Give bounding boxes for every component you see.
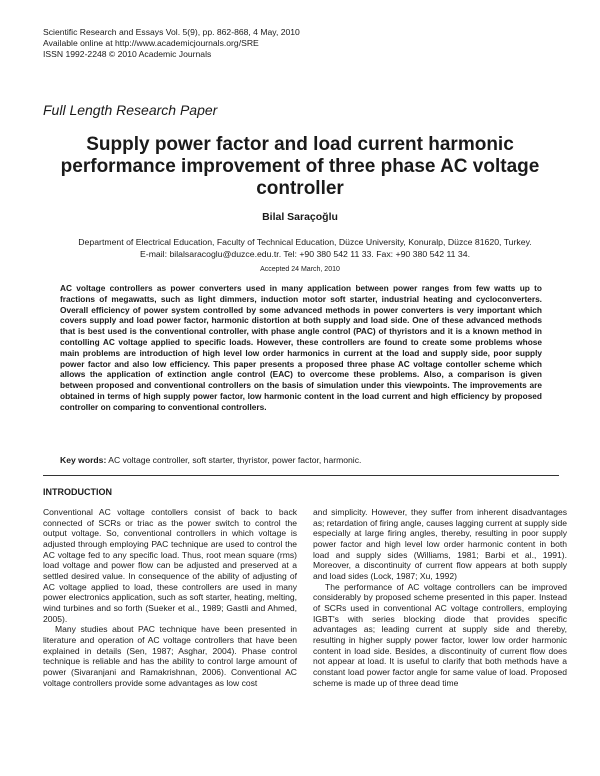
body-paragraph: Conventional AC voltage contollers consist of back to back connected of SCRs or triac as the power switch to control the output voltage. So, conventional controllers in which voltage is adjusted through employing PAC technique are used to control the AC voltage fed to any specific load. Thus, root mean square (rms) load voltage and power flow can be adjusted and preserved at a settled desired value. In consequence of the ability of adjusting of AC voltage applied to load, these controllers are used in many power electronics application, such as soft starter, heating, melting, wind turbines and so forth (Sueker et al., 1989; Gastli and Ahmed, 2005). <box>43 507 297 624</box>
body-column-left <box>43 507 297 688</box>
affiliation <box>20 236 590 260</box>
body-paragraph: and simplicity. However, they suffer from inherent disadvantages as; retardation of firing angle, causes lagging current at supply side especially at large firing angles, thereby, resulting in poor supply power factor and high level low order harmonic content in both load and supply sides (Williams, 1981; Barbi et al., 1991). Moreover, a discontinuity of current flow appears at both supply and load sides (Lock, 1987; Xu, 1992) <box>313 507 567 581</box>
affiliation-department: Department of Electrical Education, Faculty of Technical Education, Düzce University, Konuralp, Düzce 81620, Turkey. <box>78 237 532 247</box>
author-name: Bilal Saraçoğlu <box>262 211 338 223</box>
journal-citation: Scientific Research and Essays Vol. 5(9), pp. 862-868, 4 May, 2010 <box>43 27 300 37</box>
keywords-label: Key words: <box>60 455 107 465</box>
keywords <box>60 455 542 466</box>
section-divider <box>43 475 559 476</box>
paper-title: Supply power factor and load current harmonic performance improvement of three phase AC voltage controller <box>60 134 540 199</box>
body-column-right <box>313 507 567 688</box>
journal-url: Available online at http://www.academicjournals.org/SRE <box>43 38 259 48</box>
section-heading: INTRODUCTION <box>43 487 112 497</box>
affiliation-contact: E-mail: bilalsaracoglu@duzce.edu.tr. Tel: +90 380 542 11 33. Fax: +90 380 542 11 34. <box>140 249 470 259</box>
accepted-date: Accepted 24 March, 2010 <box>260 266 340 273</box>
abstract: AC voltage controllers as power converters used in many application between power ranges from few watts up to fractions of megawatts, such as light dimmers, induction motor soft starter, industrial heating and cycloconverters. Overall efficiency of power system controlled by some advanced methods in power converters is very important which covers supply and load power factor, harmonic distortion at both supply and load side. One of these advanced methods that is best used is the conventional controller, with phase angle control (PAC) of thyristors and it is a known method in contolling AC voltage applied to specific loads. However, these controllers are found to create some problems whose main problems are introduction of high level low order harmonics in current at the load and supply side, poor supply power factor and also low efficiency. This paper presents a proposed three phase AC voltage contoller scheme which allows the application of extinction angle control (EAC) to overcome these problems. Also, a comparison is given between proposed and conventional controllers on the basis of simulation under this viewpoints. The improvements are obtained in terms of high supply power factor, low harmonic content in the load current and high efficiency by proposed controller on comparing to conventional controllers. <box>60 283 542 412</box>
journal-issn: ISSN 1992-2248 © 2010 Academic Journals <box>43 49 212 59</box>
paper-type: Full Length Research Paper <box>43 102 218 118</box>
journal-header <box>43 27 300 60</box>
keywords-text: AC voltage controller, soft starter, thyristor, power factor, harmonic. <box>108 455 362 465</box>
body-paragraph: Many studies about PAC technique have been presented in literature and operation of AC voltage controllers that have been explained in details (Sen, 1987; Asghar, 2004). Phase control technique is reliable and has the ability to control large amount of power (Sivaranjani and Ramakrishnan, 2006). Conventional AC voltage controllers provide some advantages as low cost <box>43 624 297 688</box>
body-paragraph: The performance of AC voltage controllers can be improved considerably by proposed scheme presented in this paper. Instead of SCRs used in conventional AC voltage controllers, employing IGBT's with series blocking diode that provides specific advantages as; leading current at supply side and thereby, resulting in higher supply power factor, lower low order harmonic content in load side. Besides, a discontinuity of current flow does not appear at load. It is useful to clarify that both methods have a constant load power factor angle for same value of load. Proposed scheme is made up of three dead time <box>313 581 567 688</box>
